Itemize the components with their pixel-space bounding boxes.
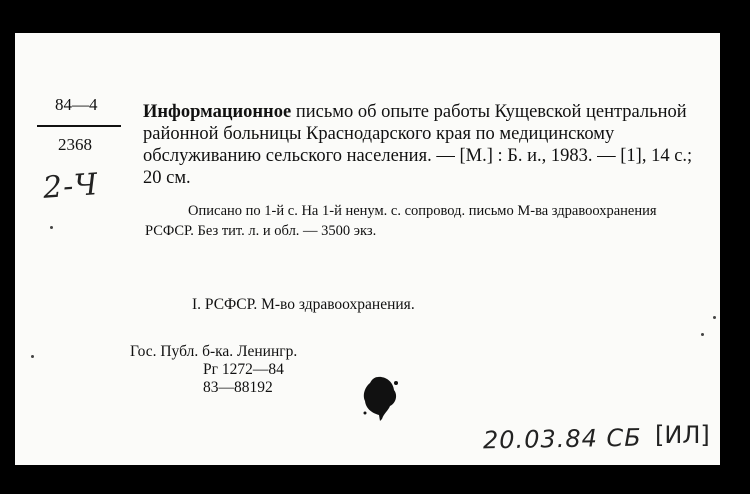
- divider-line: [37, 125, 121, 127]
- ink-blot-icon: [360, 373, 400, 423]
- bibliographic-description: [143, 101, 703, 189]
- speck: [701, 333, 704, 336]
- handwritten-date: 20.03.84 СБ: [482, 423, 642, 455]
- library-stamp: [130, 343, 297, 397]
- speck: [31, 355, 34, 358]
- speck: [713, 316, 716, 319]
- library-line: Гос. Публ. б-ка. Ленингр.: [130, 343, 298, 360]
- shelf-mark: 84—4: [55, 95, 98, 114]
- library-line: 83—88192: [203, 379, 273, 396]
- title-lead-word: Информационное: [143, 102, 292, 122]
- accession-number: 2368: [58, 135, 92, 154]
- handwritten-mark: [ИЛ]: [655, 421, 710, 449]
- subject-heading: I. РСФСР. М-во здравоохранения.: [192, 296, 415, 313]
- library-line: Рг 1272—84: [203, 361, 284, 378]
- handwritten-code: 2-Ч: [41, 167, 100, 206]
- title-rest: письмо об опыте работы Кущевской центральной районной больницы Краснодарского края по медицинскому обслуживанию сельского населения. — [М.] : Б. и., 1983. — [1], 14 с.; 20 см.: [143, 102, 693, 188]
- speck: [50, 226, 53, 229]
- catalog-card: [15, 33, 720, 465]
- description-note: Описано по 1-й с. На 1-й ненум. с. сопровод. письмо М-ва здравоохранения РСФСР. Без тит. л. и обл. — 3500 экз.: [145, 203, 657, 239]
